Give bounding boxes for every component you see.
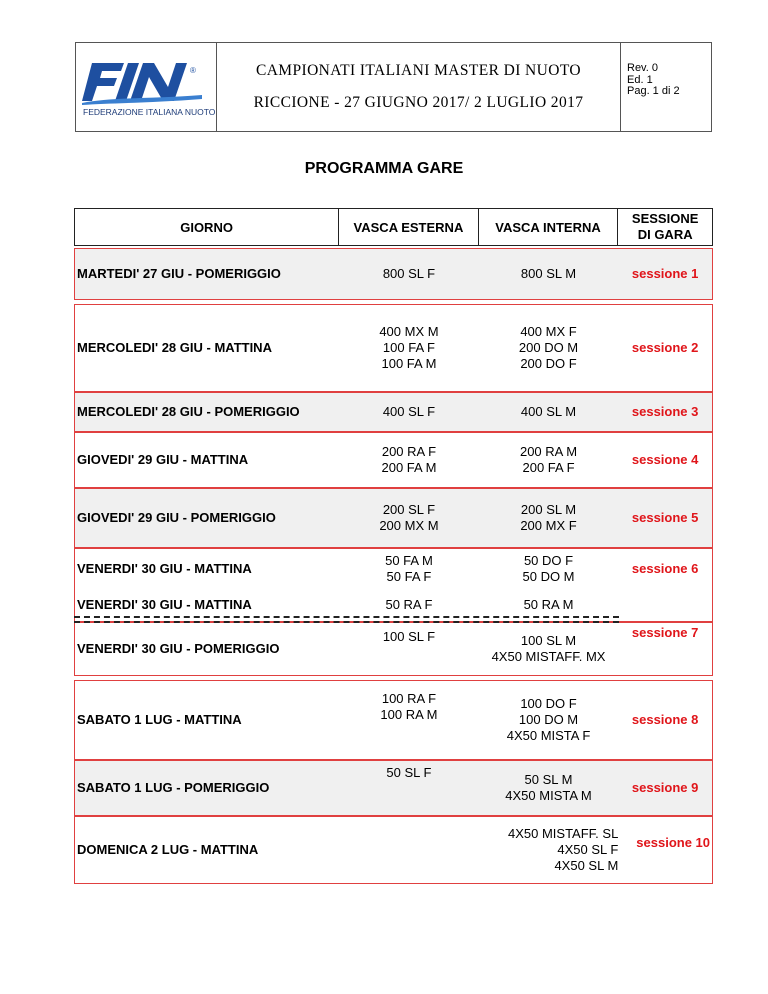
event-label: 100 DO M bbox=[518, 712, 579, 727]
column-header-vasca-esterna: VASCA ESTERNA bbox=[339, 209, 479, 245]
event-label: 100 SL F bbox=[382, 629, 436, 644]
edition-label: Ed. 1 bbox=[627, 73, 653, 86]
logo-caption: FEDERAZIONE ITALIANA NUOTO bbox=[83, 107, 216, 117]
column-header-sessione-line2: DI GARA bbox=[637, 227, 693, 242]
vasca-interna-cell bbox=[479, 633, 619, 665]
vasca-esterna-cell bbox=[339, 623, 479, 645]
event-label: 100 RA F bbox=[381, 691, 437, 706]
event-label: 100 RA M bbox=[380, 707, 438, 722]
event-label: 400 SL M bbox=[520, 404, 577, 419]
event-label: 200 FA M bbox=[381, 460, 437, 475]
day-cell: GIOVEDI' 29 GIU - MATTINA bbox=[77, 452, 249, 467]
vasca-esterna-cell bbox=[339, 597, 479, 613]
event-label: 50 FA M bbox=[385, 552, 433, 568]
day-cell: MERCOLEDI' 28 GIU - MATTINA bbox=[77, 340, 272, 355]
event-label: 400 MX M bbox=[379, 324, 439, 339]
table-row bbox=[74, 248, 713, 300]
event-label: 200 SL M bbox=[520, 502, 577, 517]
fin-logo bbox=[82, 59, 210, 105]
day-cell: MERCOLEDI' 28 GIU - POMERIGGIO bbox=[77, 404, 300, 419]
event-label: 200 DO M bbox=[518, 340, 579, 355]
table-row bbox=[74, 760, 713, 816]
session-cell: sessione 1 bbox=[631, 266, 699, 281]
event-label: 100 FA F bbox=[382, 340, 435, 355]
event-label: 4X50 MISTA M bbox=[505, 788, 592, 803]
session-cell: sessione 7 bbox=[631, 625, 699, 640]
table-row bbox=[74, 392, 713, 432]
session-cell: sessione 3 bbox=[631, 404, 699, 419]
championship-dates: RICCIONE - 27 GIUGNO 2017/ 2 LUGLIO 2017 bbox=[253, 94, 584, 111]
event-label: 50 DO M bbox=[522, 568, 575, 584]
table-row bbox=[74, 548, 713, 588]
page-label: Pag. 1 di 2 bbox=[627, 85, 680, 97]
table-row bbox=[74, 622, 713, 676]
event-label: 4X50 MISTAFF. MX bbox=[491, 649, 606, 664]
event-label: 50 FA F bbox=[386, 568, 432, 584]
vasca-esterna-cell bbox=[339, 681, 479, 723]
event-label: 200 SL F bbox=[382, 502, 436, 517]
event-label: 200 RA F bbox=[381, 444, 437, 459]
table-row bbox=[74, 304, 713, 392]
vasca-interna-cell bbox=[479, 772, 619, 804]
event-label: 50 RA M bbox=[523, 596, 574, 612]
event-label: 100 DO F bbox=[520, 696, 577, 711]
event-label: 400 SL F bbox=[382, 404, 436, 419]
event-label: 100 SL M bbox=[520, 633, 577, 648]
column-header-sessione-line1: SESSIONE bbox=[631, 211, 699, 226]
day-cell: GIOVEDI' 29 GIU - POMERIGGIO bbox=[77, 510, 276, 525]
table-header bbox=[74, 208, 713, 246]
session-cell: sessione 5 bbox=[631, 510, 699, 525]
vasca-interna-cell bbox=[479, 444, 619, 476]
event-label: 800 SL F bbox=[382, 266, 436, 281]
table-row bbox=[74, 488, 713, 548]
event-label: 800 SL M bbox=[520, 266, 577, 281]
event-label: 200 MX M bbox=[379, 518, 439, 533]
title-cell bbox=[217, 43, 621, 131]
document-header bbox=[75, 42, 712, 132]
day-cell: MARTEDI' 27 GIU - POMERIGGIO bbox=[77, 266, 281, 281]
column-header-giorno: GIORNO bbox=[75, 209, 339, 245]
event-label: 4X50 MISTA F bbox=[506, 728, 591, 743]
vasca-interna-cell bbox=[479, 502, 619, 534]
day-cell: SABATO 1 LUG - MATTINA bbox=[77, 712, 242, 727]
revision-cell bbox=[621, 43, 711, 131]
dashed-separator bbox=[74, 616, 619, 618]
svg-text:®: ® bbox=[190, 66, 196, 75]
vasca-esterna-cell bbox=[339, 444, 479, 476]
vasca-interna-cell bbox=[479, 826, 619, 874]
event-label: 100 FA M bbox=[381, 356, 437, 371]
event-label: 4X50 MISTAFF. SL bbox=[508, 826, 619, 841]
event-label: 400 MX F bbox=[520, 324, 577, 339]
column-header-sessione bbox=[618, 209, 712, 245]
vasca-interna-cell bbox=[479, 324, 619, 372]
event-label: 200 DO F bbox=[520, 356, 577, 371]
session-cell: sessione 2 bbox=[631, 340, 699, 355]
vasca-esterna-cell bbox=[339, 266, 479, 282]
day-cell: VENERDI' 30 GIU - MATTINA bbox=[77, 596, 252, 612]
session-cell: sessione 6 bbox=[631, 560, 699, 576]
vasca-esterna-cell bbox=[339, 761, 479, 781]
session-cell: sessione 9 bbox=[631, 780, 699, 795]
vasca-interna-cell bbox=[479, 597, 619, 613]
day-cell: DOMENICA 2 LUG - MATTINA bbox=[77, 842, 259, 857]
event-label: 50 RA F bbox=[385, 596, 433, 612]
vasca-interna-cell bbox=[479, 266, 619, 282]
event-label: 50 SL F bbox=[386, 765, 432, 780]
event-label: 200 FA F bbox=[522, 460, 575, 475]
dashed-separator bbox=[74, 621, 619, 623]
event-label: 4X50 SL M bbox=[554, 858, 619, 873]
table-row bbox=[74, 432, 713, 488]
vasca-interna-cell bbox=[479, 404, 619, 420]
day-cell: VENERDI' 30 GIU - MATTINA bbox=[77, 560, 252, 576]
vasca-interna-cell bbox=[479, 696, 619, 744]
program-table bbox=[74, 208, 713, 873]
vasca-esterna-cell bbox=[339, 324, 479, 372]
logo-cell bbox=[76, 43, 217, 131]
page-title: PROGRAMMA GARE bbox=[304, 160, 464, 177]
revision-label: Rev. 0 bbox=[627, 62, 658, 74]
event-label: 200 MX F bbox=[520, 518, 577, 533]
championship-title: CAMPIONATI ITALIANI MASTER DI NUOTO bbox=[255, 62, 582, 79]
column-header-vasca-interna: VASCA INTERNA bbox=[479, 209, 619, 245]
event-label: 50 DO F bbox=[523, 552, 574, 568]
vasca-esterna-cell bbox=[339, 553, 479, 585]
table-row bbox=[74, 816, 713, 884]
event-label: 4X50 SL F bbox=[557, 842, 619, 857]
vasca-interna-cell bbox=[479, 553, 619, 585]
event-label: 50 SL M bbox=[524, 772, 573, 787]
session-cell: sessione 8 bbox=[631, 712, 699, 727]
day-cell: SABATO 1 LUG - POMERIGGIO bbox=[77, 780, 270, 795]
day-cell: VENERDI' 30 GIU - POMERIGGIO bbox=[77, 641, 280, 656]
event-label: 200 RA M bbox=[519, 444, 578, 459]
vasca-esterna-cell bbox=[339, 502, 479, 534]
session-cell: sessione 10 bbox=[636, 835, 710, 850]
vasca-esterna-cell bbox=[339, 404, 479, 420]
table-row bbox=[74, 680, 713, 760]
session-cell: sessione 4 bbox=[631, 452, 699, 467]
